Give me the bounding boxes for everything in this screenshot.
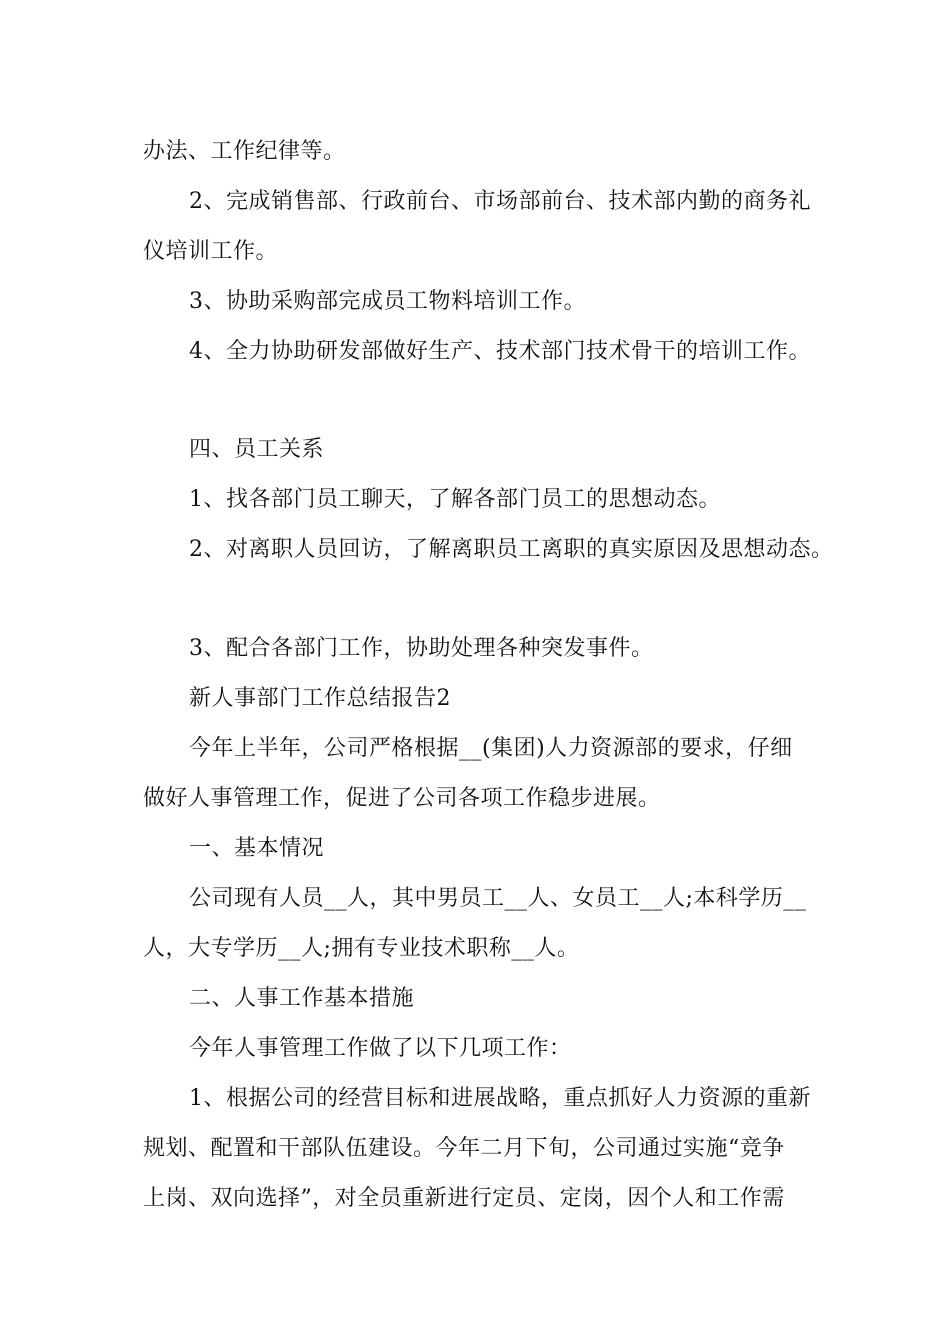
- text-line: 办法、工作纪律等。: [143, 139, 346, 164]
- section-heading: 二、人事工作基本措施: [189, 986, 415, 1011]
- text-line: 3、配合各部门工作，协助处理各种突发事件。: [189, 636, 654, 661]
- text-line: 规划、配置和干部队伍建设。今年二月下旬，公司通过实施“竞争: [143, 1136, 785, 1161]
- text-line: 上岗、双向选择”，对全员重新进行定员、定岗，因个人和工作需: [143, 1186, 785, 1211]
- report-title: 新人事部门工作总结报告2: [189, 686, 451, 711]
- text-line: 人，大专学历__人;拥有专业技术职称__人。: [143, 936, 580, 961]
- section-heading: 一、基本情况: [189, 836, 325, 861]
- text-line: 2、对离职人员回访，了解离职员工离职的真实原因及思想动态。: [189, 537, 834, 562]
- text-line: 1、根据公司的经营目标和进展战略，重点抓好人力资源的重新: [189, 1086, 811, 1111]
- text-line: 今年上半年，公司严格根据__(集团)人力资源部的要求，仔细: [189, 736, 793, 761]
- text-line: 4、全力协助研发部做好生产、技术部门技术骨干的培训工作。: [189, 339, 811, 364]
- text-line: 3、协助采购部完成员工物料培训工作。: [189, 289, 586, 314]
- text-line: 1、找各部门员工聊天，了解各部门员工的思想动态。: [189, 487, 721, 512]
- text-line: 仪培训工作。: [143, 239, 279, 264]
- section-heading: 四、员工关系: [189, 437, 325, 462]
- text-line: 做好人事管理工作，促进了公司各项工作稳步进展。: [143, 786, 661, 811]
- text-line: 2、完成销售部、行政前台、市场部前台、技术部内勤的商务礼: [189, 189, 811, 214]
- text-line: 公司现有人员__人，其中男员工__人、女员工__人;本科学历__: [189, 886, 807, 911]
- text-line: 今年人事管理工作做了以下几项工作：: [189, 1036, 572, 1061]
